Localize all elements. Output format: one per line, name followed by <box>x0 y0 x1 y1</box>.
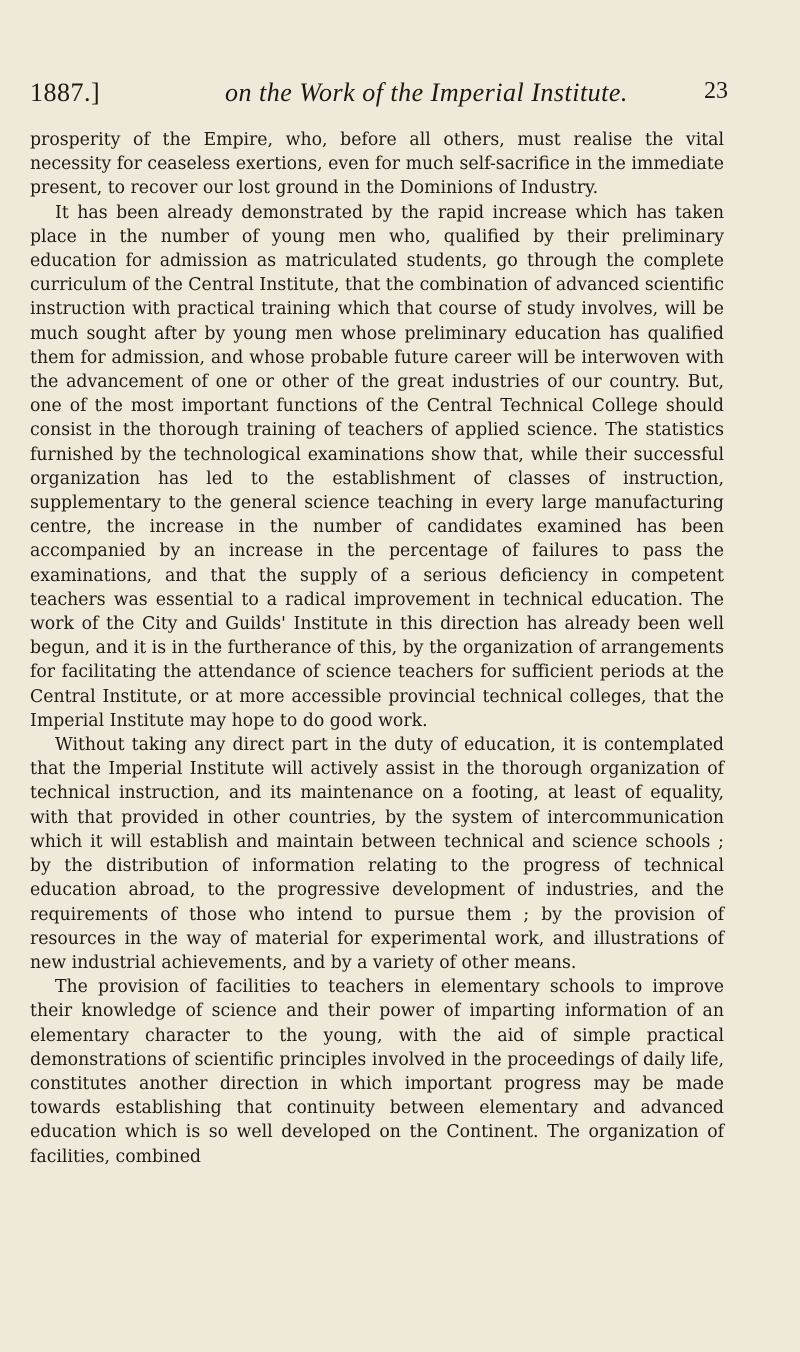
paragraph-continued: prosperity of the Empire, who, before all others, must realise the vital necessity for ceaseless exertions, even for much self-sacrifice in the immediate present, to recover our lost ground in the Dominions of Industry. <box>30 130 724 199</box>
header-year: 1887.] <box>30 78 101 107</box>
running-header <box>30 78 728 112</box>
body-text <box>30 128 724 1169</box>
paragraph: The provision of facilities to teachers in elementary schools to improve their knowledge of science and their power of imparting information of an elementary character to the young, with the aid of simple practical demonstrations of scientific principles involved in the proceedings of daily life, constitutes another direction in which important progress may be made towards establishing that continuity between elementary and advanced education which is so well developed on the Continent. The organization of facilities, combined <box>30 977 724 1167</box>
paragraph: It has been already demonstrated by the rapid increase which has taken place in the number of young men who, qualified by their preliminary education for admission as matriculated students, go through the complete curriculum of the Central Institute, that the combination of advanced scientific instruction with practical training which that course of study involves, will be much sought after by young men whose preliminary education has qualified them for admission, and whose probable future career will be interwoven with the advancement of one or other of the great industries of our country. But, one of the most important functions of the Central Technical College should consist in the thorough training of teachers of applied science. The statistics furnished by the technological examinations show that, while their successful organization has led to the establishment of classes of instruction, supplementary to the general science teaching in every large manufacturing centre, the increase in the number of candidates examined has been accompanied by an increase in the percentage of failures to pass the examinations, and that the supply of a serious deficiency in competent teachers was essential to a radical improvement in technical education. The work of the City and Guilds' Institute in this direction has already been well begun, and it is in the furtherance of this, by the organization of arrangements for facilitating the attendance of science teachers for sufficient periods at the Central Institute, or at more accessible provincial technical colleges, that the Imperial Institute may hope to do good work. <box>30 202 724 731</box>
page-number: 23 <box>704 78 728 104</box>
paragraph: Without taking any direct part in the duty of education, it is contemplated that the Imperial Institute will actively assist in the thorough organization of technical instruction, and its maintenance on a footing, at least of equality, with that provided in other countries, by the system of intercommunication which it will establish and maintain between technical and science schools ; by the distribution of information relating to the progress of technical education abroad, to the progressive development of industries, and the requirements of those who intend to pursue them ; by the provision of resources in the way of material for experimental work, and illustrations of new industrial achievements, and by a variety of other means. <box>30 735 724 973</box>
running-title: on the Work of the Imperial Institute. <box>225 78 628 107</box>
